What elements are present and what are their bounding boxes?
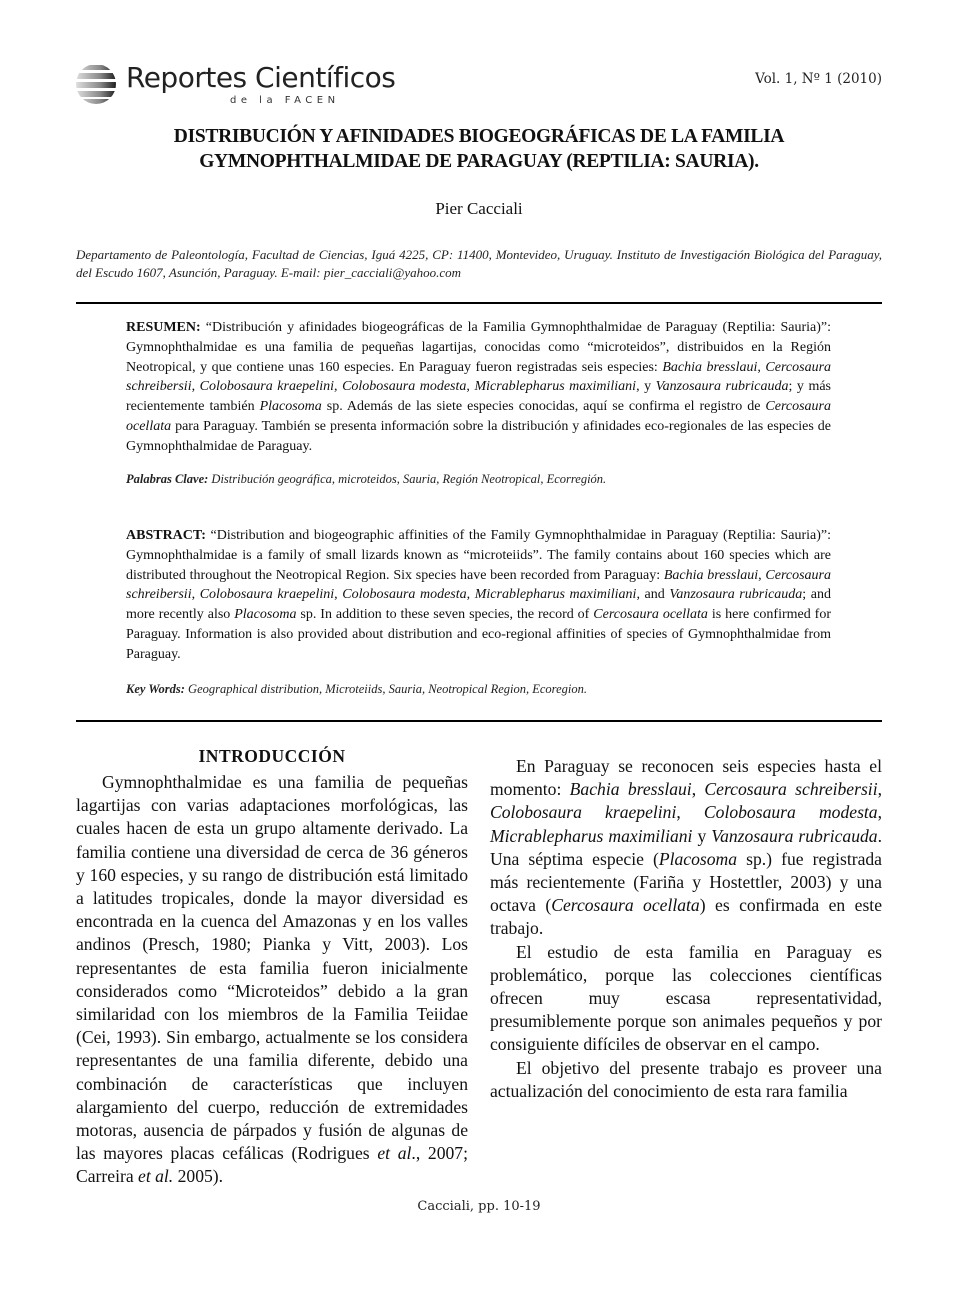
species-name: Colobosaura modesta <box>342 587 467 603</box>
palabras-clave <box>126 472 831 487</box>
section-heading-introduccion: INTRODUCCIÓN <box>198 746 346 766</box>
separator: , and <box>636 587 670 603</box>
citation-etal: et al <box>377 1143 412 1164</box>
title-line-2: GYMNOPHTHALMIDAE DE PARAGUAY (REPTILIA: SAURIA). <box>199 151 759 172</box>
separator: , <box>757 359 766 375</box>
species-name: Vanzosaura rubricauda <box>655 379 789 395</box>
resumen-text: ; y más recientemente también <box>126 379 831 415</box>
paragraph-text: . Una séptima especie ( <box>490 825 882 869</box>
abstract-label: ABSTRACT: <box>126 528 206 543</box>
abstract-text: is here confirmed for Paraguay. Information is also provided about distribution and eco-regional affinities of species of Gymnophthalmidae from Paraguay. <box>126 607 831 662</box>
key-words-label: Key Words: <box>126 682 185 696</box>
journal-name: Reportes Científicos <box>126 61 396 94</box>
species-name: Cercosaura schreibersii <box>126 567 831 603</box>
intro-paragraph-3: El estudio de esta familia en Paraguay es problemático, porque las colecciones científicas ofrecen muy escasa representatividad, presumiblemente porque son animales pequeños y por consiguiente difíciles de observar en el campo. <box>490 941 882 1055</box>
body-column-right <box>490 755 882 1103</box>
author-name: Pier Cacciali <box>435 199 523 218</box>
paragraph-text: ) es confirmada en este trabajo. <box>490 895 883 939</box>
paragraph-text: sp.) fue registrada más recientemente (Fariña y Hostettler, 2003) y una octava ( <box>490 848 882 916</box>
abstract-text: ; and more recently also <box>126 587 831 623</box>
key-words-text: Geographical distribution, Microteiids, Sauria, Neotropical Region, Ecoregion. <box>184 682 587 696</box>
separator: , <box>691 779 705 800</box>
body-column-left <box>76 745 468 1189</box>
species-name: Placosoma <box>658 848 738 869</box>
species-name: Bachia bresslaui <box>569 779 692 800</box>
journal-logo <box>74 60 394 110</box>
journal-subtitle: de la FACEN <box>230 95 340 106</box>
separator: , <box>191 379 200 395</box>
resumen-label: RESUMEN: <box>126 320 201 335</box>
separator: , <box>191 587 200 603</box>
volume-info: Vol. 1, Nº 1 (2010) <box>755 71 882 87</box>
resumen-text: para Paraguay. También se presenta información sobre la distribución y afinidades eco-regionales de las especies de Gymnophthalmidae de Paraguay. <box>126 418 831 454</box>
article-title <box>76 124 882 174</box>
species-name: Cercosaura ocellata <box>126 399 831 434</box>
separator: , y <box>636 379 656 395</box>
separator: y <box>692 825 712 846</box>
divider-bottom <box>76 720 882 722</box>
species-name: Cercosaura schreibersii <box>704 779 878 800</box>
striped-globe-icon <box>74 62 118 106</box>
divider-top <box>76 302 882 304</box>
species-name: Bachia bresslaui <box>662 359 758 375</box>
species-name: Micrablepharus maximiliani <box>474 379 637 395</box>
abstract-text: “Distribution and biogeographic affinities of the Family Gymnophthalmidae in Paraguay (Reptilia: Sauria)”: Gymnophthalmidae is a family of small lizards known as “microteiids”. The family contains about 160 species which are distributed throughout the Neotropical Region. Six species have been recorded from Paraguay: <box>126 528 831 583</box>
species-name: Placosoma <box>234 607 297 623</box>
separator: , <box>676 802 704 823</box>
intro-paragraph-4: El objetivo del presente trabajo es proveer una actualización del conocimiento de esta rara familia <box>490 1057 882 1101</box>
separator: , <box>877 802 883 823</box>
species-name: Colobosaura kraepelini <box>199 379 335 395</box>
abstract-text: sp. In addition to these seven species, the record of <box>296 607 594 623</box>
species-name: Cercosaura ocellata <box>593 607 708 623</box>
palabras-clave-text: Distribución geográfica, microteidos, Sauria, Región Neotropical, Ecorregión. <box>208 472 607 486</box>
species-name: Vanzosaura rubricauda <box>669 587 803 603</box>
species-name: Colobosaura kraepelini <box>199 587 335 603</box>
species-name: Colobosaura modesta <box>703 802 878 823</box>
title-line-1: DISTRIBUCIÓN Y AFINIDADES BIOGEOGRÁFICAS DE LA FAMILIA <box>173 126 785 147</box>
intro-paragraph-1 <box>76 771 468 1189</box>
resumen-text: sp. Además de las siete especies conocidas, aquí se confirma el registro de <box>321 399 766 415</box>
citation-etal: et al. <box>138 1166 174 1187</box>
abstract-paragraph <box>126 526 831 665</box>
separator: , <box>466 379 475 395</box>
intro-paragraph-2 <box>490 755 882 941</box>
species-name: Cercosaura ocellata <box>551 895 700 916</box>
species-name: Bachia bresslaui <box>663 567 759 583</box>
separator: , <box>758 567 766 583</box>
separator: , <box>334 379 343 395</box>
author-affiliation: Departamento de Paleontología, Facultad de Ciencias, Iguá 4225, CP: 11400, Montevideo, Uruguay. Instituto de Investigación Biológica del Paraguay, del Escudo 1607, Asunción, Paraguay. E-mail: pier_cacciali@yahoo.com <box>76 247 882 280</box>
species-name: Colobosaura modesta <box>342 379 467 395</box>
species-name: Micrablepharus maximiliani <box>474 587 637 603</box>
paragraph-text: Gymnophthalmidae es una familia de pequeñas lagartijas con varias adaptaciones morfológicas, las cuales hacen de esta un grupo altamente derivado. La familia contiene una diversidad de cerca de 36 géneros y 160 especies, y su rango de distribución está limitado a latitudes tropicales, donde la mayor diversidad es encontrada en la cuenca del Amazonas y en los valles andinos (Presch, 1980; Pianka y Vitt, 2003). Los representantes de esta familia fueron inicialmente considerados como “Microteidos” debido a la gran similaridad con los miembros de la Familia Teiidae (Cei, 1993). Sin embargo, actualmente se los considera representantes de una familia diferente, debido una combinación de características que incluyen alargamiento del cuerpo, reducción de extremidades motoras, ausencia de párpados y fusión de algunas de las mayores placas cefálicas (Rodrigues <box>76 772 468 1164</box>
page-footer: Cacciali, pp. 10-19 <box>417 1199 541 1214</box>
paragraph-text: ., 2007; Carreira <box>76 1143 468 1187</box>
resumen-paragraph <box>126 318 831 457</box>
separator: , <box>334 587 343 603</box>
species-name: Placosoma <box>259 399 322 415</box>
species-name: Cercosaura schreibersii <box>126 359 832 395</box>
separator: , <box>877 779 882 800</box>
resumen-text: “Distribución y afinidades biogeográficas de la Familia Gymnophthalmidae de Paraguay (Reptilia: Sauria)”: Gymnophthalmidae es una familia de pequeñas lagartijas, conocidas como “microteidos”, distribuidos en la Región Neotropical, y que contiene unas 160 especies. En Paraguay fueron registradas seis especies: <box>126 320 831 375</box>
separator: , <box>466 587 475 603</box>
species-name: Vanzosaura rubricauda <box>711 825 878 846</box>
species-name: Micrablepharus maximiliani <box>490 825 693 846</box>
key-words <box>126 682 831 697</box>
paragraph-text: 2005). <box>173 1166 224 1187</box>
species-name: Colobosaura kraepelini <box>490 802 677 823</box>
paragraph-text: En Paraguay se reconocen seis especies hasta el momento: <box>490 756 882 800</box>
palabras-clave-label: Palabras Clave: <box>126 472 209 486</box>
